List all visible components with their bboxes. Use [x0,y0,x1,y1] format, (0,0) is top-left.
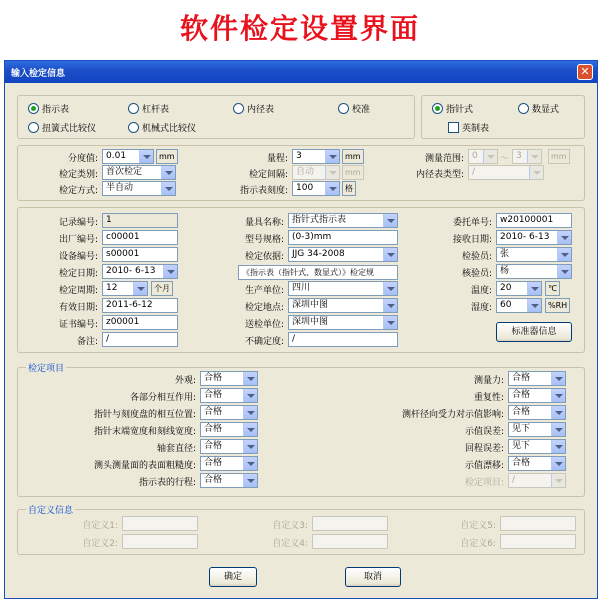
radio-label: 机械式比较仪 [142,124,197,134]
chevron-down-icon [527,299,541,312]
inspector-select[interactable] [496,247,572,262]
item-value: 合格 [512,390,531,400]
chevron-down-icon [483,150,497,163]
checkbox-box [448,122,459,133]
radio-torsion-comparator[interactable] [28,121,96,134]
items-group-label: 检定项目 [26,361,66,374]
item-label: 检定项目: [464,478,504,488]
dialog-window [4,60,598,599]
info-panel [17,207,585,353]
divisions-value: 100 [296,183,314,193]
item-label: 指针与刻度盘的相互位置: [93,410,196,420]
custom-field-2[interactable] [122,534,198,549]
location-value: 深圳中图 [292,300,329,310]
standard-info-button[interactable]: 标准器信息 [496,322,572,342]
interval-value: 自动 [296,167,315,177]
chevron-down-icon [557,265,571,278]
item-select[interactable] [508,405,566,420]
checkbox-label: 英制表 [462,124,490,134]
range-value: 3 [296,151,302,161]
interval-select[interactable] [292,165,340,180]
chevron-down-icon [243,474,257,487]
item-select[interactable] [200,388,258,403]
chevron-down-icon [139,150,153,163]
chevron-down-icon [325,150,339,163]
resolution-label: 分度值: [67,154,98,164]
item-value: 合格 [204,390,223,400]
chevron-down-icon [551,474,565,487]
chevron-down-icon [243,423,257,436]
chevron-down-icon [243,457,257,470]
banner [0,0,600,58]
item-value: 合格 [512,407,531,417]
custom-field-label: 自定义1: [82,521,118,531]
factory-no-field[interactable]: c00001 [102,230,178,245]
order-no-label: 委托单号: [452,218,492,228]
basis-label: 检定依据: [244,252,284,262]
temperature-select[interactable] [496,281,542,296]
radio-label: 内径表 [247,105,275,115]
custom-field-label: 自定义3: [272,521,308,531]
method-value: 半自动 [106,183,134,193]
item-select[interactable] [200,473,258,488]
order-no-field[interactable]: w20100001 [496,213,572,228]
range-unit: mm [342,149,364,164]
item-value: 合格 [512,458,531,468]
manufacturer-label: 生产单位: [244,286,284,296]
cert-no-field[interactable]: z00001 [102,315,178,330]
chevron-down-icon [551,372,565,385]
item-label: 测量力: [473,376,504,386]
imperial-checkbox[interactable] [448,121,489,134]
chevron-down-icon [161,182,175,195]
humidity-label: 湿度: [470,303,492,313]
chevron-down-icon [243,406,257,419]
valid-date-field[interactable]: 2011-6-12 [102,298,178,313]
custom-field-label: 自定义2: [82,539,118,549]
radio-dot [518,103,529,114]
model-field[interactable]: (0-3)mm [288,230,398,245]
basis-value: JJG 34-2008 [292,249,345,259]
custom-field-label: 自定义4: [272,539,308,549]
device-no-field[interactable]: s00001 [102,247,178,262]
device-no-label: 设备编号: [58,252,98,262]
resolution-unit: mm [156,149,178,164]
temperature-value: 20 [500,283,512,293]
chevron-down-icon [527,282,541,295]
chevron-down-icon [161,166,175,179]
custom-field-5[interactable] [500,516,576,531]
item-label: 各部分相互作用: [129,393,196,403]
banner-title: 软件检定设置界面 [179,12,420,45]
category-select[interactable] [102,165,176,180]
category-label: 检定类别: [58,170,98,180]
basis-select[interactable] [288,247,398,262]
period-label: 检定周期: [58,286,98,296]
manufacturer-select[interactable] [288,281,398,296]
chevron-down-icon [557,231,571,244]
method-label: 检定方式: [58,186,98,196]
verifier-value: 杨 [500,266,510,276]
item-label: 外观: [174,376,196,386]
range-label: 量程: [266,154,288,164]
humidity-select[interactable] [496,298,542,313]
chevron-down-icon [243,389,257,402]
radio-pointer-type[interactable] [432,102,473,115]
chevron-down-icon [529,166,543,179]
remark-label: 备注: [76,337,98,347]
radio-label: 指示表 [42,105,70,115]
record-no-field[interactable]: 1 [102,213,178,228]
custom-field-label: 自定义6: [460,539,496,549]
radio-dot [28,122,39,133]
manufacturer-value: 四川 [292,283,311,293]
temperature-unit: ℃ [545,281,560,296]
ok-button[interactable]: 确定 [209,567,257,587]
item-label: 示值漂移: [464,461,504,471]
chevron-down-icon [383,316,397,329]
date-label: 检定日期: [58,269,98,279]
resolution-value: 0.01 [106,151,127,161]
cancel-button[interactable]: 取消 [345,567,401,587]
title-bar [5,61,597,83]
item-select[interactable] [200,439,258,454]
receive-date-label: 接收日期: [452,235,492,245]
category-value: 首次检定 [106,167,143,177]
item-select[interactable] [508,456,566,471]
sender-value: 深圳中图 [292,317,329,327]
dialog-body [5,83,597,598]
divisions-unit: 格 [342,181,356,196]
verifier-select[interactable] [496,264,572,279]
item-select[interactable] [508,439,566,454]
radio-label: 杠杆表 [142,105,170,115]
date-picker[interactable] [102,264,178,279]
instrument-value: 指针式指示表 [292,215,347,225]
item-select[interactable] [508,371,566,386]
sender-label: 送检单位: [244,320,284,330]
item-select[interactable] [200,405,258,420]
radio-dot [338,103,349,114]
custom-field-label: 自定义5: [460,521,496,531]
cert-no-label: 证书编号: [58,320,98,330]
interval-unit: mm [342,165,364,180]
chevron-down-icon [383,248,397,261]
radio-dot [128,122,139,133]
item-select[interactable] [200,422,258,437]
item-select[interactable] [508,422,566,437]
chevron-down-icon [383,299,397,312]
chevron-down-icon [325,166,339,179]
custom-group-label: 自定义信息 [26,503,75,516]
chevron-down-icon [551,389,565,402]
period-value: 12 [106,283,118,293]
settings-panel [17,145,585,201]
item-value: / [512,475,516,485]
location-label: 检定地点: [244,303,284,313]
measure-range-to-value: 3 [516,151,522,161]
chevron-down-icon [243,440,257,453]
measure-range-from[interactable] [468,149,498,164]
uncertainty-label: 不确定度: [244,337,284,347]
chevron-down-icon [243,372,257,385]
measure-range-from-value: 0 [472,151,478,161]
chevron-down-icon [551,423,565,436]
chevron-down-icon [557,248,571,261]
item-select[interactable] [508,473,566,488]
basis-name-field[interactable]: 《指示表（指针式、数显式）》检定规 [238,265,398,280]
period-select[interactable] [102,281,148,296]
radio-calibration[interactable] [338,102,370,115]
type-panel [17,95,415,139]
item-select[interactable] [200,371,258,386]
radio-label: 指针式 [446,105,474,115]
location-select[interactable] [288,298,398,313]
item-value: 合格 [512,373,531,383]
custom-panel [17,506,585,555]
resolution-select[interactable] [102,149,154,164]
receive-date-value: 2010- 6-13 [500,232,550,242]
window-title: 输入检定信息 [11,69,66,79]
item-label: 测头测量面的表面粗糙度: [93,461,196,471]
radio-digital-type[interactable] [518,102,559,115]
custom-field-4[interactable] [312,534,388,549]
sender-select[interactable] [288,315,398,330]
item-value: 合格 [204,424,223,434]
close-icon[interactable]: ✕ [577,64,593,80]
item-label: 轴套直径: [156,444,196,454]
record-no-label: 记录编号: [58,218,98,228]
item-value: 合格 [204,373,223,383]
chevron-down-icon [325,182,339,195]
humidity-value: 60 [500,300,512,310]
item-value: 合格 [204,441,223,451]
item-label: 示值误差: [464,427,504,437]
radio-dot [233,103,244,114]
item-value: 见下 [512,441,531,451]
measure-range-to[interactable] [512,149,542,164]
radio-bore-gauge[interactable] [233,102,274,115]
custom-field-1[interactable] [122,516,198,531]
instrument-select[interactable] [288,213,398,228]
chevron-down-icon [551,457,565,470]
interval-label: 检定间隔: [248,170,288,180]
inspector-label: 检验员: [461,252,492,262]
range-select[interactable] [292,149,340,164]
instrument-label: 量具名称: [244,218,284,228]
divisions-label: 指示表刻度: [239,186,288,196]
model-label: 型号规格: [244,235,284,245]
bore-type-value: / [472,167,476,177]
item-value: 见下 [512,424,531,434]
item-select[interactable] [508,388,566,403]
item-value: 合格 [204,475,223,485]
chevron-down-icon [133,282,147,295]
item-label: 指示表的行程: [138,478,196,488]
radio-lever-gauge[interactable] [128,102,169,115]
chevron-down-icon [527,150,541,163]
chevron-down-icon [383,214,397,227]
temperature-label: 温度: [470,286,492,296]
uncertainty-field[interactable]: / [288,332,398,347]
chevron-down-icon [551,440,565,453]
radio-dot [28,103,39,114]
radio-mechanical-comparator[interactable] [128,121,196,134]
humidity-unit: %RH [545,298,570,313]
items-panel [17,364,585,497]
item-label: 指针末端宽度和刻线宽度: [93,427,196,437]
mode-panel [421,95,585,139]
inspector-value: 张 [500,249,510,259]
item-label: 重复性: [473,393,504,403]
item-label: 测杆径向受力对示值影响: [401,410,504,420]
remark-field[interactable]: / [102,332,178,347]
factory-no-label: 出厂编号: [58,235,98,245]
verifier-label: 核验员: [461,269,492,279]
measure-range-separator: ～ [500,154,510,164]
radio-label: 数显式 [532,105,560,115]
valid-date-label: 有效日期: [58,303,98,313]
radio-dot [128,103,139,114]
item-label: 回程误差: [464,444,504,454]
period-unit: 个月 [151,281,173,296]
radio-label: 校准 [352,105,371,115]
radio-label: 扭簧式比较仪 [42,124,97,134]
date-value: 2010- 6-13 [106,266,156,276]
radio-dot [432,103,443,114]
measure-range-label: 测量范围: [424,154,464,164]
item-value: 合格 [204,407,223,417]
chevron-down-icon [551,406,565,419]
radio-dial-gauge[interactable] [28,102,69,115]
chevron-down-icon [163,265,177,278]
custom-field-6[interactable] [500,534,576,549]
bore-type-select[interactable] [468,165,544,180]
receive-date-picker[interactable] [496,230,572,245]
divisions-select[interactable] [292,181,340,196]
bore-type-label: 内径表类型: [415,170,464,180]
chevron-down-icon [383,282,397,295]
method-select[interactable] [102,181,176,196]
custom-field-3[interactable] [312,516,388,531]
item-select[interactable] [200,456,258,471]
item-value: 合格 [204,458,223,468]
measure-range-unit: mm [548,149,570,164]
